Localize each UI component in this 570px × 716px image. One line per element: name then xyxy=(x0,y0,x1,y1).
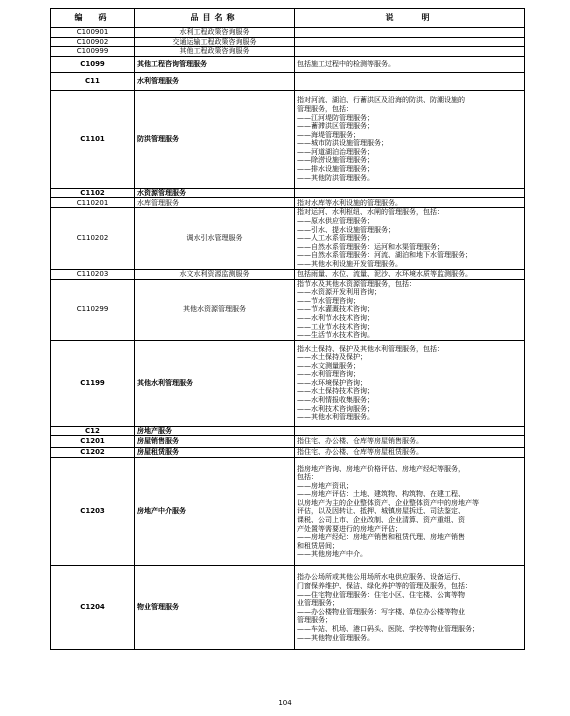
description-line: 指房地产咨询、房地产价格评估、房地产经纪等服务， xyxy=(297,464,465,473)
description-line: ——节水管理咨询； xyxy=(297,296,360,305)
description-line: ——住宅物业管理服务：住宅小区、住宅楼、公寓等物 xyxy=(297,590,465,599)
row-description xyxy=(295,188,525,198)
description-line: ——房地产资讯； xyxy=(297,481,353,490)
header-name: 品目名称 xyxy=(135,9,295,28)
row-code: C110203 xyxy=(51,269,135,279)
table-row xyxy=(51,28,525,38)
description-line: 指住宅、办公楼、仓库等房屋租赁服务。 xyxy=(297,448,423,457)
description-line: 包括： xyxy=(297,473,318,482)
row-description xyxy=(295,198,525,208)
description-line: 管理服务； xyxy=(297,616,332,625)
row-description xyxy=(295,37,525,47)
table-row xyxy=(51,269,525,279)
description-line: ——海堤管理服务； xyxy=(297,130,360,139)
description-line: ——水环境保护咨询； xyxy=(297,378,367,387)
row-code: C1204 xyxy=(51,566,135,650)
description-line: ——水利管理咨询； xyxy=(297,370,360,379)
description-line: ——自然水系管理服务：河流、湖泊和地下水管理服务； xyxy=(297,251,472,260)
table-row xyxy=(51,90,525,188)
row-name: 房屋租赁服务 xyxy=(135,448,295,458)
description-line: ——办公楼物业管理服务：写字楼、单位办公楼等物业 xyxy=(297,607,465,616)
description-line: ——自然水系管理服务：运河和水渠管理服务； xyxy=(297,242,444,251)
row-name: 水利管理服务 xyxy=(135,72,295,90)
row-code: C110299 xyxy=(51,279,135,340)
description-line: ——其他防洪管理服务。 xyxy=(297,173,374,182)
description-line: 评估，以及因转让、抵押、城镇房屋拆迁、司法鉴定、 xyxy=(297,507,465,516)
row-code: C11 xyxy=(51,72,135,90)
description-line: ——水土保持及保护； xyxy=(297,353,367,362)
description-line: ——水利情报收集服务； xyxy=(297,396,374,405)
row-name: 防洪管理服务 xyxy=(135,90,295,188)
row-code: C12 xyxy=(51,426,135,436)
description-line: ——车站、机场、港口码头、医院、学校等物业管理服务； xyxy=(297,624,479,633)
row-description xyxy=(295,269,525,279)
description-line: ——除涝设施管理服务； xyxy=(297,156,374,165)
row-code: C110201 xyxy=(51,198,135,208)
description-line: ——其他水利设施开发管理服务。 xyxy=(297,259,402,268)
row-name: 房地产服务 xyxy=(135,426,295,436)
description-line: ——河道湖泊治理服务； xyxy=(297,147,374,156)
row-description xyxy=(295,47,525,57)
row-code: C1203 xyxy=(51,458,135,566)
description-line: ——节水灌溉技术咨询； xyxy=(297,305,374,314)
row-name: 其他水利管理服务 xyxy=(135,340,295,426)
row-code: C1102 xyxy=(51,188,135,198)
table-row xyxy=(51,188,525,198)
table-row xyxy=(51,37,525,47)
header-description: 说 明 xyxy=(295,9,525,28)
row-code: C100901 xyxy=(51,28,135,38)
row-name: 房屋销售服务 xyxy=(135,436,295,448)
row-description xyxy=(295,56,525,72)
table-body xyxy=(51,28,525,650)
description-line: 指对水库等水利设施的管理服务。 xyxy=(297,198,402,207)
classification-table xyxy=(50,8,525,650)
row-description xyxy=(295,566,525,650)
row-description xyxy=(295,72,525,90)
table-row xyxy=(51,47,525,57)
row-code: C1202 xyxy=(51,448,135,458)
row-name: 其他工程政策咨询服务 xyxy=(135,47,295,57)
description-line: ——水文测量服务； xyxy=(297,361,360,370)
description-line: 产处置等需要进行的房地产评估； xyxy=(297,524,402,533)
row-description xyxy=(295,448,525,458)
table-row xyxy=(51,208,525,269)
row-code: C1099 xyxy=(51,56,135,72)
description-line: ——排水设施管理服务； xyxy=(297,165,374,174)
table-row xyxy=(51,448,525,458)
description-line: ——水土保持技术咨询； xyxy=(297,387,374,396)
header-code: 编 码 xyxy=(51,9,135,28)
table-row xyxy=(51,279,525,340)
description-line: ——其他房地产中介。 xyxy=(297,550,367,559)
description-line: 指住宅、办公楼、仓库等房屋销售服务。 xyxy=(297,437,423,446)
table-header-row xyxy=(51,9,525,28)
description-line: 指对河流、湖泊、行蓄洪区及沿海的防洪、防潮设施的 xyxy=(297,96,465,105)
description-line: 门窗保养维护、保洁、绿化养护等的管理及服务，包括： xyxy=(297,582,472,590)
description-line: ——原水供应管理服务； xyxy=(297,216,374,225)
description-line: ——人工水系管理服务； xyxy=(297,234,374,243)
row-name: 水资源管理服务 xyxy=(135,188,295,198)
row-name: 其他水资源管理服务 xyxy=(135,279,295,340)
description-line: 指节水及其他水资源管理服务，包括： xyxy=(297,279,416,288)
row-code: C1101 xyxy=(51,90,135,188)
table-row xyxy=(51,426,525,436)
table-row xyxy=(51,340,525,426)
row-description xyxy=(295,279,525,340)
description-line: 指办公场所或其他公用场所水电供应服务、设备运行、 xyxy=(297,573,465,582)
row-code: C1199 xyxy=(51,340,135,426)
row-description xyxy=(295,436,525,448)
description-line: ——水利技术咨询服务； xyxy=(297,404,374,413)
row-name: 水库管理服务 xyxy=(135,198,295,208)
row-description xyxy=(295,90,525,188)
description-line: 业管理服务； xyxy=(297,599,339,608)
description-line: 指对运河、水利枢纽、水闸的管理服务，包括： xyxy=(297,208,444,217)
table-row xyxy=(51,72,525,90)
row-name: 水文水利资源监测服务 xyxy=(135,269,295,279)
description-line: ——水资源开发利用咨询； xyxy=(297,288,381,297)
description-line: ——其他物业管理服务。 xyxy=(297,633,374,642)
page-number: 104 xyxy=(278,699,292,707)
row-description xyxy=(295,458,525,566)
row-description xyxy=(295,340,525,426)
row-name: 水利工程政策咨询服务 xyxy=(135,28,295,38)
table-row xyxy=(51,436,525,448)
description-line: ——引水、提水设施管理服务； xyxy=(297,225,395,234)
row-description xyxy=(295,426,525,436)
row-code: C110202 xyxy=(51,208,135,269)
description-line: ——江河堤防管理服务； xyxy=(297,113,374,122)
row-description xyxy=(295,208,525,269)
description-line: ——生活节水技术咨询。 xyxy=(297,331,374,340)
classification-table-sheet xyxy=(50,8,524,650)
row-name: 交通运输工程政策咨询服务 xyxy=(135,37,295,47)
table-row xyxy=(51,56,525,72)
row-description xyxy=(295,28,525,38)
table-row xyxy=(51,566,525,650)
description-line: 包括雨量、水位、流量、泥沙、水环境水质等监测服务。 xyxy=(297,269,472,278)
row-code: C100902 xyxy=(51,37,135,47)
description-line: 指水土保持、保护及其他水利管理服务，包括： xyxy=(297,344,444,353)
table-row xyxy=(51,458,525,566)
description-line: 和租赁居间； xyxy=(297,541,339,550)
description-line: ——工业节水技术咨询； xyxy=(297,322,374,331)
row-name: 调水引水管理服务 xyxy=(135,208,295,269)
description-line: ——水利节水技术咨询； xyxy=(297,313,374,322)
description-line: 以房地产为主的企业整体资产、企业整体资产中的房地产等 xyxy=(297,498,479,507)
description-line: ——城市防洪设施管理服务； xyxy=(297,139,388,148)
description-line: 管理服务，包括： xyxy=(297,104,353,113)
row-code: C100999 xyxy=(51,47,135,57)
row-code: C1201 xyxy=(51,436,135,448)
row-name: 物业管理服务 xyxy=(135,566,295,650)
description-line: ——蓄滞洪区管理服务； xyxy=(297,122,374,131)
description-line: 包括施工过程中的检测等服务。 xyxy=(297,59,395,68)
row-name: 其他工程咨询管理服务 xyxy=(135,56,295,72)
row-name: 房地产中介服务 xyxy=(135,458,295,566)
table-row xyxy=(51,198,525,208)
description-line: ——房地产评估：土地、建筑物、构筑物、在建工程、 xyxy=(297,490,465,499)
description-line: 课税、公司上市、企业改制、企业清算、资产重组、资 xyxy=(297,516,465,525)
description-line: ——其他水利管理服务。 xyxy=(297,413,374,422)
description-line: ——房地产经纪：房地产销售和租赁代理、房地产销售 xyxy=(297,533,465,542)
